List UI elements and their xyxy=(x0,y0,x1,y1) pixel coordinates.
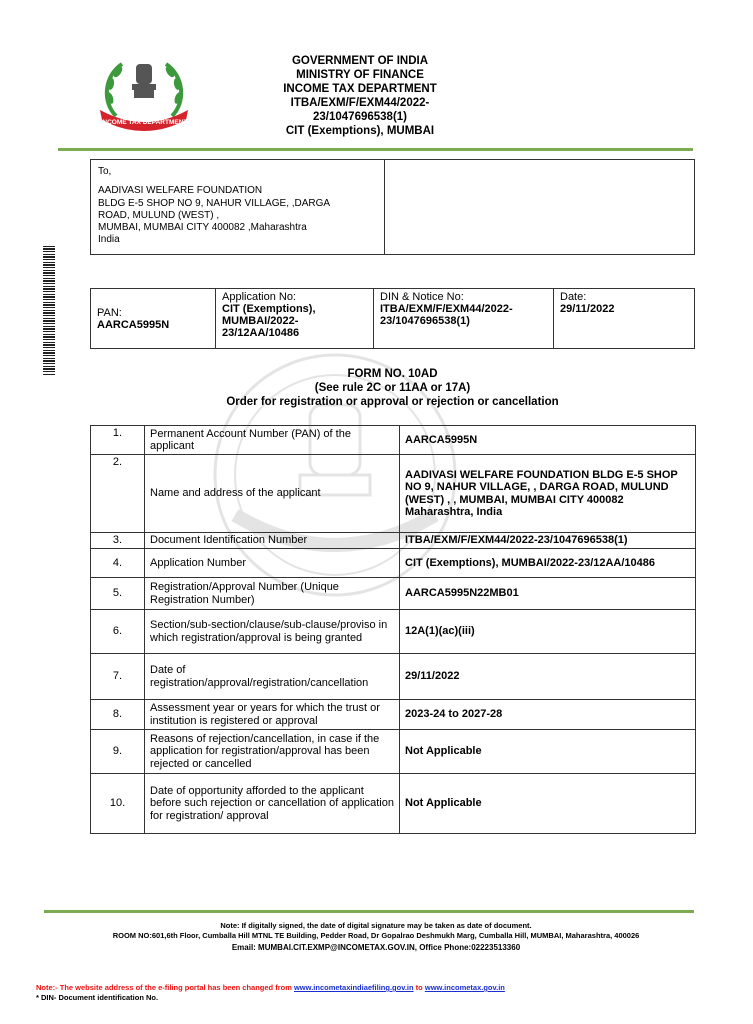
header-line-office: CIT (Exemptions), MUMBAI xyxy=(285,125,435,137)
addressee-line1: BLDG E-5 SHOP NO 9, NAHUR VILLAGE, ,DARGA xyxy=(98,197,331,209)
row-value: AARCA5995N22MB01 xyxy=(400,578,696,610)
form-number: FORM NO. 10AD xyxy=(347,368,438,380)
pan-cell xyxy=(91,289,216,349)
addressee-blank-cell xyxy=(385,160,694,254)
row-number: 10. xyxy=(91,774,145,834)
header-line-department: INCOME TAX DEPARTMENT xyxy=(283,83,437,95)
footer-divider xyxy=(44,910,694,913)
row-description: Date of registration/approval/registration/cancellation xyxy=(145,654,400,700)
table-row xyxy=(91,654,696,700)
row-value: ITBA/EXM/F/EXM44/2022-23/1047696538(1) xyxy=(400,533,696,549)
date-cell xyxy=(554,289,695,349)
footer-contact: Email: MUMBAI.CIT.EXMP@INCOMETAX.GOV.IN, Office Phone:02223513360 xyxy=(231,943,521,952)
table-row xyxy=(91,578,696,610)
row-description: Date of opportunity afforded to the applicant before such rejection or cancellation of application for registration/ approval xyxy=(145,774,400,834)
row-value: AADIVASI WELFARE FOUNDATION BLDG E-5 SHOP NO 9, NAHUR VILLAGE, , DARGA ROAD, MULUND (WEST) , , MUMBAI, MUMBAI CITY 400082 Maharashtra, India xyxy=(400,455,696,533)
addressee-line4: India xyxy=(98,234,120,246)
row-number: 1. xyxy=(91,426,145,455)
footer-office-address: ROOM NO:601,6th Floor, Cumballa Hill MTNL TE Building, Pedder Road, Dr Gopalrao Deshmukh Marg, Cumballa Hill, MUMBAI, Maharashtra, 400026 xyxy=(112,931,640,940)
row-number: 5. xyxy=(91,578,145,610)
pan-value: AARCA5995N xyxy=(97,318,170,331)
row-value: 2023-24 to 2027-28 xyxy=(400,700,696,730)
header-line-govt: GOVERNMENT OF INDIA xyxy=(291,55,429,67)
footer-signature-note: Note: If digitally signed, the date of digital signature may be taken as date of document. xyxy=(220,921,532,930)
row-description: Permanent Account Number (PAN) of the applicant xyxy=(145,426,400,455)
din-value: ITBA/EXM/F/EXM44/2022-23/1047696538(1) xyxy=(380,303,513,327)
din-cell xyxy=(374,289,554,349)
row-value: CIT (Exemptions), MUMBAI/2022-23/12AA/10486 xyxy=(400,549,696,578)
row-description: Assessment year or years for which the trust or institution is registered or approval xyxy=(145,700,400,730)
addressee-details xyxy=(91,160,385,254)
row-description: Section/sub-section/clause/sub-clause/proviso in which registration/approval is being granted xyxy=(145,610,400,654)
row-number: 3. xyxy=(91,533,145,549)
table-row xyxy=(91,549,696,578)
row-number: 9. xyxy=(91,730,145,774)
row-value: Not Applicable xyxy=(400,730,696,774)
row-description: Registration/Approval Number (Unique Registration Number) xyxy=(145,578,400,610)
date-value: 29/11/2022 xyxy=(560,303,615,315)
form-rule-reference: (See rule 2C or 11AA or 17A) xyxy=(314,382,471,394)
reference-info-table xyxy=(90,288,695,349)
addressee-line2: ROAD, MULUND (WEST) , xyxy=(98,209,220,221)
old-portal-link[interactable]: www.incometaxindiaefiling.gov.in xyxy=(293,983,414,992)
din-label: DIN & Notice No: xyxy=(380,291,464,303)
table-row xyxy=(91,774,696,834)
income-tax-emblem xyxy=(96,54,192,132)
side-barcode xyxy=(43,246,55,376)
form-title-block xyxy=(90,367,695,409)
portal-note-to: to xyxy=(415,983,423,992)
table-row xyxy=(91,700,696,730)
header-line-ref1: ITBA/EXM/F/EXM44/2022- xyxy=(290,97,430,109)
row-number: 2. xyxy=(91,455,145,533)
row-value: 29/11/2022 xyxy=(400,654,696,700)
header-divider xyxy=(58,148,693,151)
addressee-to-label: To, xyxy=(98,166,112,177)
addressee-box xyxy=(90,159,695,255)
pan-label: PAN: xyxy=(97,306,122,319)
row-value: 12A(1)(ac)(iii) xyxy=(400,610,696,654)
header-line-ministry: MINISTRY OF FINANCE xyxy=(296,69,424,81)
row-number: 6. xyxy=(91,610,145,654)
application-cell xyxy=(216,289,374,349)
row-value: AARCA5995N xyxy=(400,426,696,455)
new-portal-link[interactable]: www.incometax.gov.in xyxy=(424,983,505,992)
row-number: 7. xyxy=(91,654,145,700)
table-row xyxy=(91,533,696,549)
row-number: 8. xyxy=(91,700,145,730)
application-label: Application No: xyxy=(222,291,296,303)
portal-change-note xyxy=(36,983,716,1003)
document-header xyxy=(245,54,475,138)
document-footer xyxy=(36,921,716,953)
row-value: Not Applicable xyxy=(400,774,696,834)
portal-note-text: Note:- The website address of the e-filing portal has been changed from xyxy=(36,983,292,992)
row-description: Name and address of the applicant xyxy=(145,455,400,533)
addressee-name: AADIVASI WELFARE FOUNDATION xyxy=(98,185,263,197)
header-line-ref2: 23/1047696538(1) xyxy=(313,111,407,123)
order-details-table xyxy=(90,425,696,834)
din-footnote: * DIN- Document identification No. xyxy=(36,993,159,1002)
row-description: Document Identification Number xyxy=(145,533,400,549)
row-description: Application Number xyxy=(145,549,400,578)
table-row xyxy=(91,730,696,774)
table-row xyxy=(91,455,696,533)
date-label: Date: xyxy=(560,291,587,303)
application-value: CIT (Exemptions), MUMBAI/2022-23/12AA/10486 xyxy=(222,303,316,339)
row-number: 4. xyxy=(91,549,145,578)
table-row xyxy=(91,426,696,455)
table-row xyxy=(91,610,696,654)
addressee-line3: MUMBAI, MUMBAI CITY 400082 ,Maharashtra xyxy=(98,222,307,234)
emblem-ribbon-text: INCOME TAX DEPARTMENT xyxy=(100,119,188,126)
row-description: Reasons of rejection/cancellation, in case if the application for registration/approval has been rejected or cancelled xyxy=(145,730,400,774)
form-heading: Order for registration or approval or rejection or cancellation xyxy=(226,396,559,408)
